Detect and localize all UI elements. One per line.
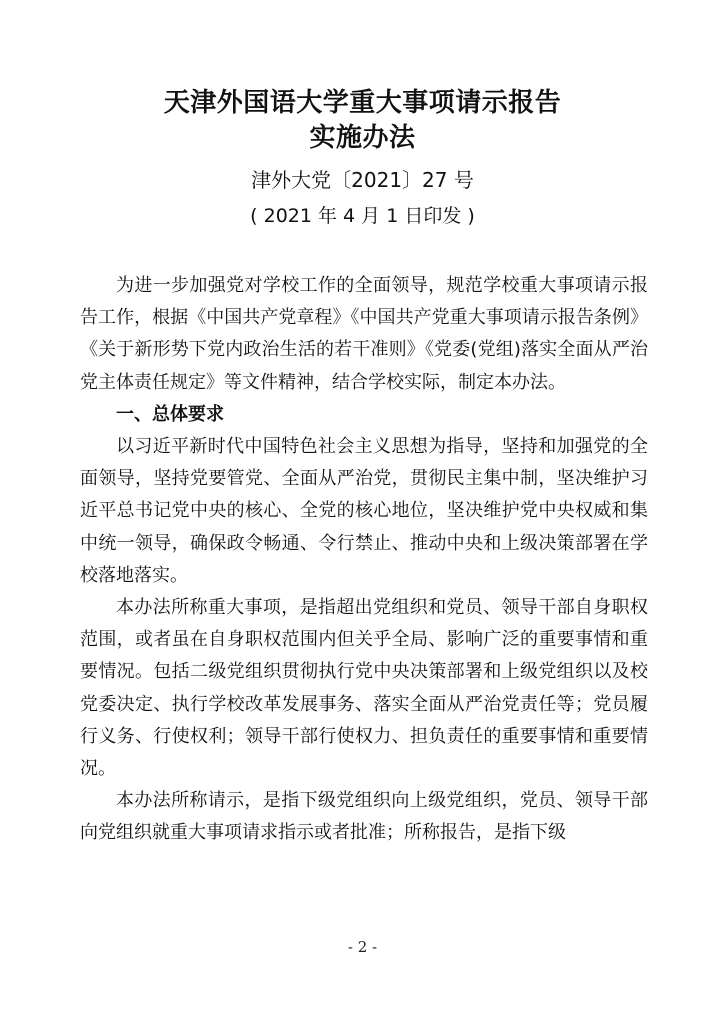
paragraph-preamble: 为进一步加强党对学校工作的全面领导，规范学校重大事项请示报告工作，根据《中国共产党章程》《中国共产党重大事项请示报告条例》《关于新形势下党内政治生活的若干准则》《党委(党组)落实全面从严治党主体责任规定》等文件精神，结合学校实际，制定本办法。 [80,275,648,393]
page-number: - 2 - [347,938,378,956]
section-heading-general-requirements: 一、总体要求 [116,403,224,425]
document-body [80,270,648,850]
paragraph-guiding-principle: 以习近平新时代中国特色社会主义思想为指导，坚持和加强党的全面领导，坚持党要管党、全面从严治党，贯彻民主集中制，坚决维护习近平总书记党中央的核心、全党的核心地位，坚决维护党中央权威和集中统一领导，确保政令畅通、令行禁止、推动中央和上级决策部署在学校落地落实。 [80,436,648,586]
document-title-line2: 实施办法 [309,123,416,153]
paragraph-major-matters-definition: 本办法所称重大事项，是指超出党组织和党员、领导干部自身职权范围，或者虽在自身职权范围内但关乎全局、影响广泛的重要事情和重要情况。包括二级党组织贯彻执行党中央决策部署和上级党组织以及校党委决定、执行学校改革发展事务、落实全面从严治党责任等；党员履行义务、行使权利；领导干部行使权力、担负责任的重要事情和重要情况。 [80,597,648,780]
issue-date: ( 2021 年 4 月 1 日印发 ) [250,205,475,227]
paragraph-request-definition: 本办法所称请示，是指下级党组织向上级党组织，党员、领导干部向党组织就重大事项请求指示或者批准；所称报告，是指下级 [80,790,648,844]
document-number: 津外大党〔2021〕27 号 [251,168,474,192]
document-title-line1: 天津外国语大学重大事项请示报告 [163,88,562,118]
